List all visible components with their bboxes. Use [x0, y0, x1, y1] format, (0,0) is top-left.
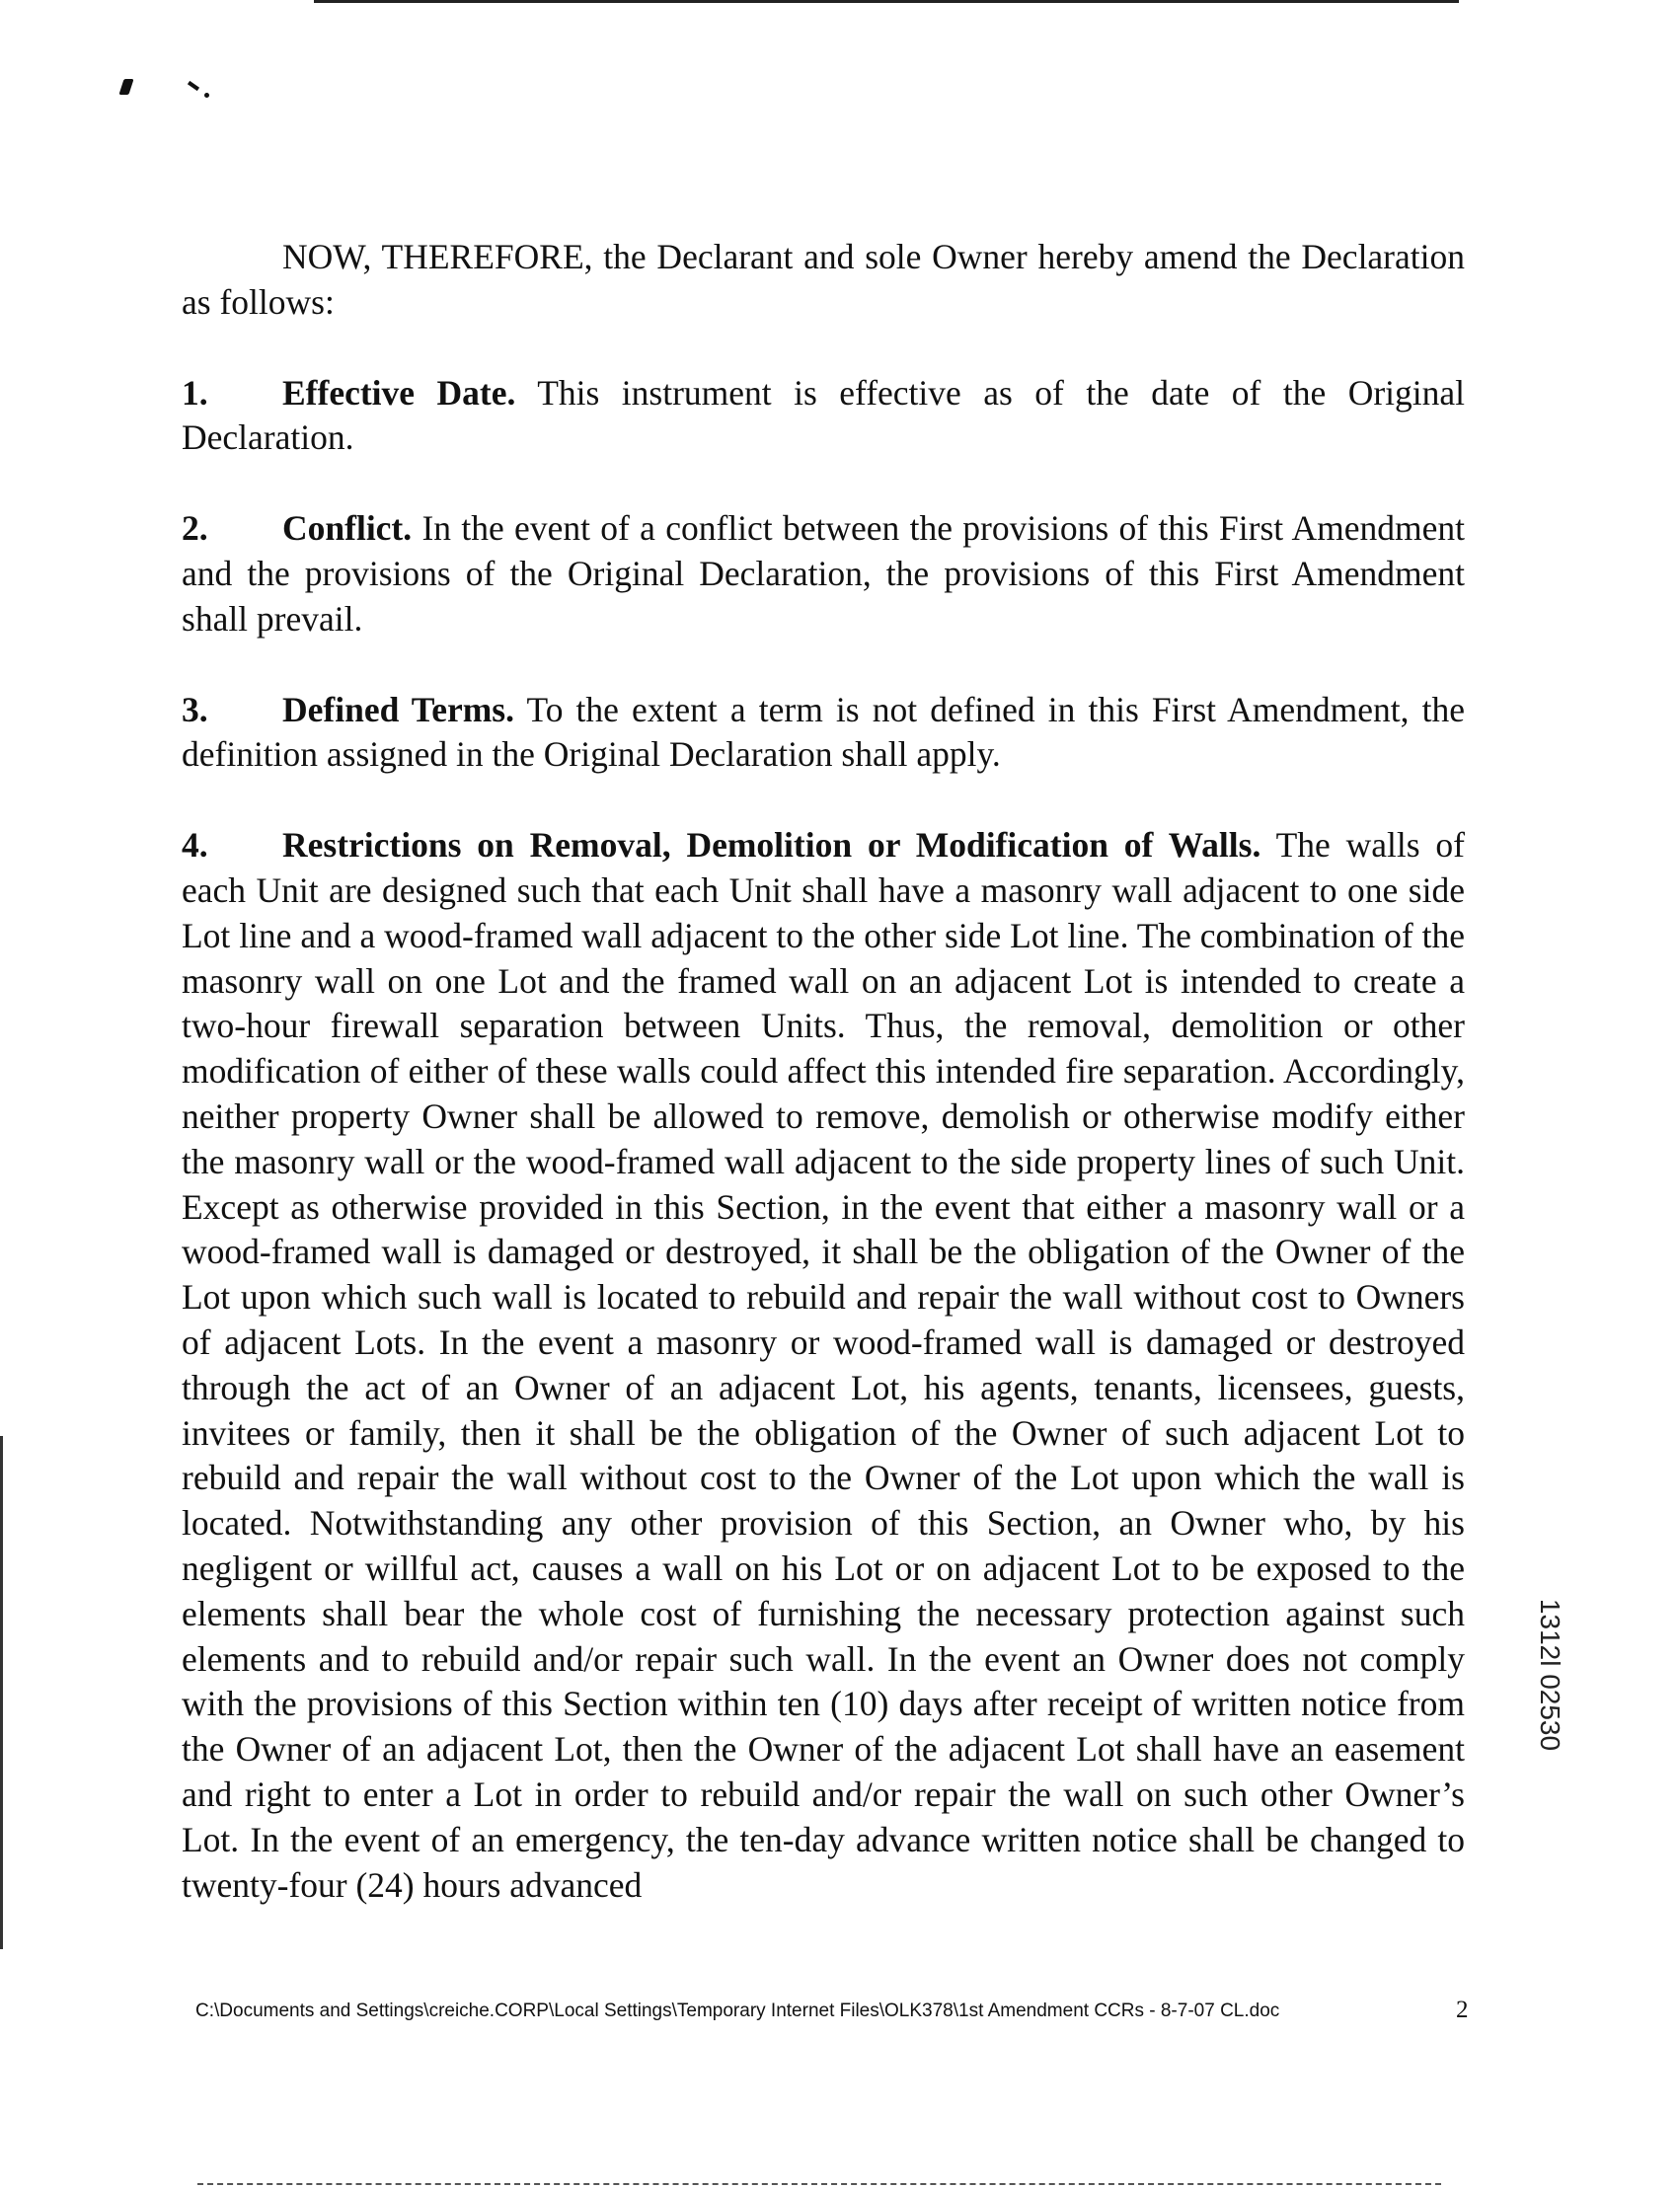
page-number: 2 — [1456, 1997, 1469, 2023]
section-text: In the event of a conflict between the provisions of this First Amendment and the provisions of the Original Declaration, the provisions of this First Amendment shall prevail. — [182, 508, 1466, 639]
document-body — [182, 235, 1465, 1953]
section-heading: Effective Date. — [282, 372, 516, 413]
scan-speck — [118, 79, 133, 95]
section-number: 3. — [182, 689, 208, 729]
section-heading: Restrictions on Removal, Demolition or Modification of Walls. — [282, 825, 1261, 866]
section-text: This instrument is effective as of the date of the Original Declaration. — [182, 372, 1466, 458]
section-text: To the extent a term is not defined in this First Amendment, the definition assigned in the Original Declaration shall apply. — [182, 689, 1466, 775]
scan-left-edge — [0, 1436, 3, 1949]
recording-stamp — [1535, 1584, 1648, 1752]
recording-stamp-text: 1312l 02530 — [1535, 1598, 1565, 1752]
scan-speck — [188, 81, 199, 91]
section-conflict — [182, 506, 1465, 642]
section-wall-restrictions — [182, 823, 1465, 1908]
scan-bottom-edge — [197, 2183, 1441, 2187]
section-defined-terms — [182, 688, 1465, 779]
scan-speck — [204, 93, 209, 98]
intro-paragraph: NOW, THEREFORE, the Declarant and sole Owner hereby amend the Declaration as follows: — [182, 237, 1465, 322]
section-text: The walls of each Unit are designed such that each Unit shall have a masonry wall adjacent to one side Lot line and a wood-framed wall adjacent to the other side Lot line. The combination of the masonry wall on one Lot and the framed wall on an adjacent Lot is intended to create a two-hour firewall separation between Units. Thus, the removal, demolition or other modification of either of these walls could affect this intended fire separation. Accordingly, neither property Owner shall be allowed to remove, demolish or otherwise modify either the masonry wall or the wood-framed wall adjacent to the side property lines of such Unit. Except as otherwise provided in this Section, in the event that either a masonry wall or a wood-framed wall is damaged or destroyed, it shall be the obligation of the Owner of the Lot upon which such wall is located to rebuild and repair the wall without cost to Owners of adjacent Lots. In the event a masonry or wood-framed wall is damaged or destroyed through the act of an Owner of an adjacent Lot, his agents, tenants, licensees, guests, invitees or family, then it shall be the obligation of the Owner of such adjacent Lot to rebuild and repair the wall without cost to the Owner of the Lot upon which the wall is located. Notwithstanding any other provision of this Section, an Owner who, by his negligent or willful act, causes a wall on his Lot or on adjacent Lot to be exposed to the elements shall bear the whole cost of furnishing the necessary protection against such elements and to rebuild and/or repair such wall. In the event an Owner does not comply with the provisions of this Section within ten (10) days after receipt of written notice from the Owner of an adjacent Lot, then the Owner of the adjacent Lot shall have an easement and right to enter a Lot in order to rebuild and/or repair the wall on such other Owner’s Lot. In the event of an emergency, the ten-day advance written notice shall be changed to twenty-four (24) hours advanced — [182, 825, 1466, 1905]
section-heading: Conflict. — [282, 508, 413, 549]
section-effective-date — [182, 371, 1465, 462]
scan-top-edge — [314, 0, 1459, 3]
section-number: 1. — [182, 372, 208, 413]
section-number: 2. — [182, 508, 208, 549]
footer-file-path: C:\Documents and Settings\creiche.CORP\Local Settings\Temporary Internet Files\OLK378\1st Amendment CCRs - 8-7-07 CL.doc — [195, 2000, 1280, 2021]
section-number: 4. — [182, 825, 208, 866]
section-heading: Defined Terms. — [282, 689, 514, 729]
